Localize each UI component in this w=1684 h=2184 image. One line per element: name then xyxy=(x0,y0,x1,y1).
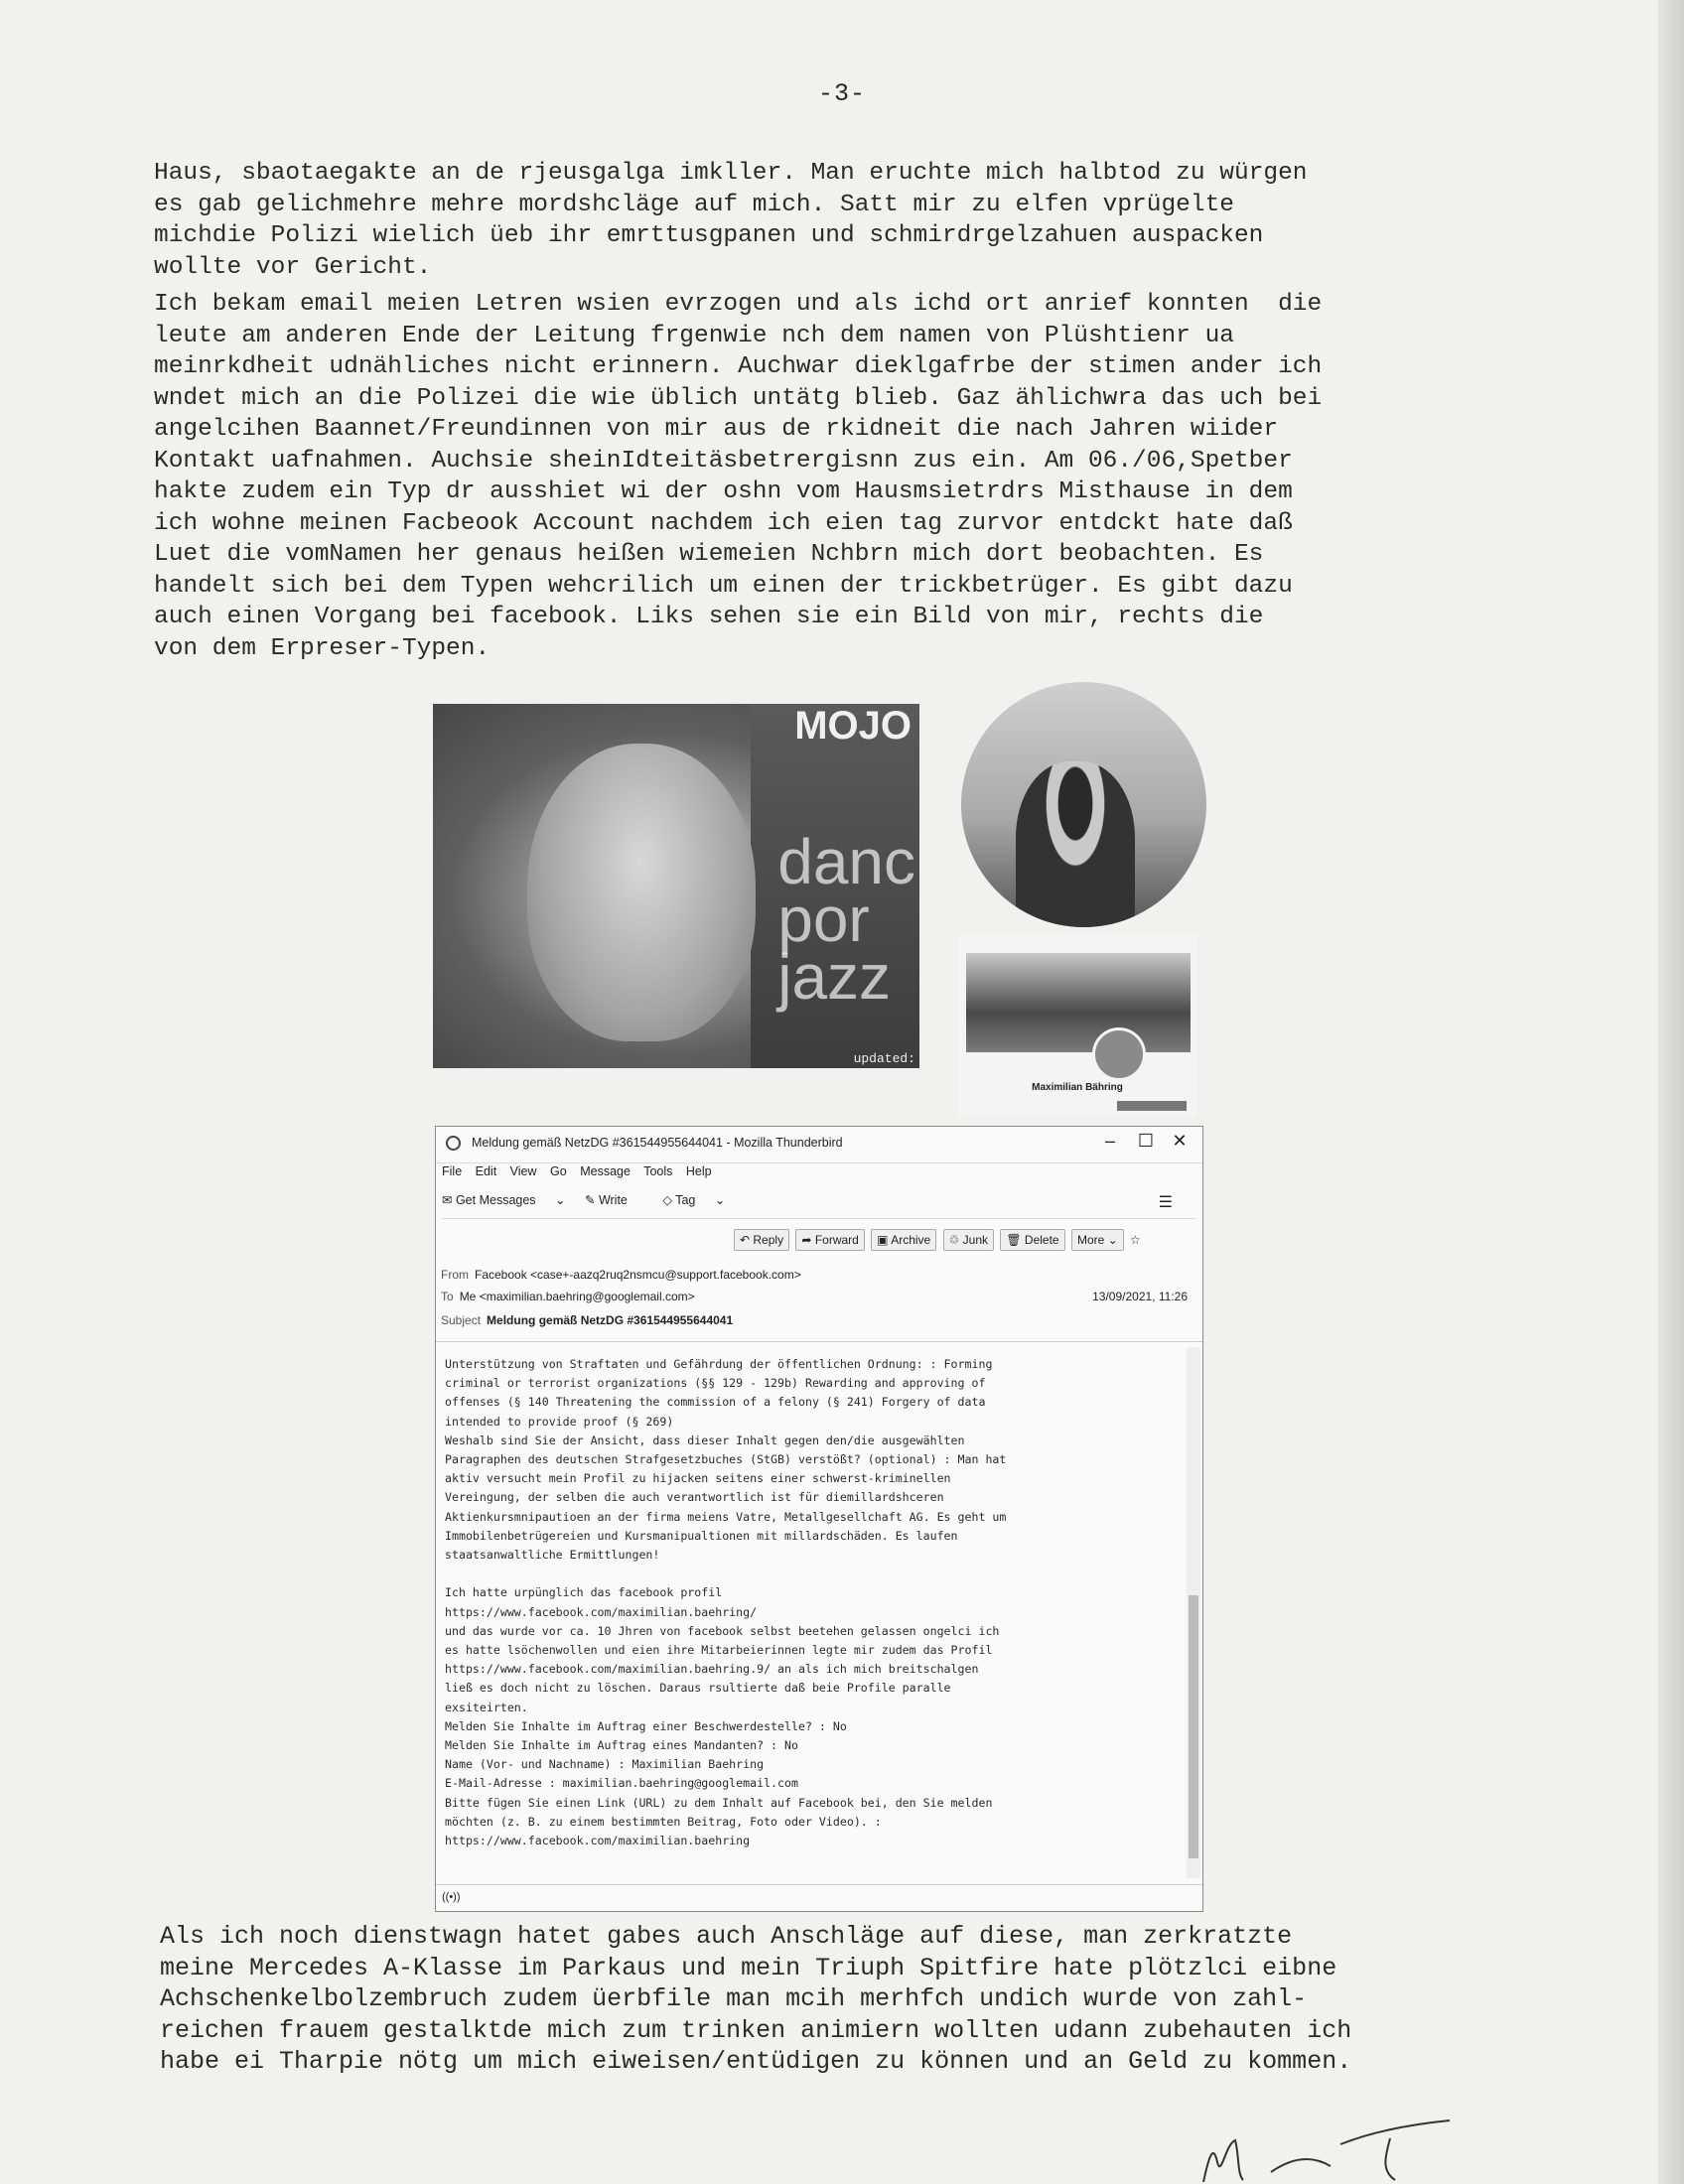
archive-button[interactable]: ▣ Archive xyxy=(871,1229,936,1251)
photo-caption: updated: xyxy=(853,1051,915,1066)
maximize-icon[interactable]: ☐ xyxy=(1137,1131,1155,1151)
app-menu-icon[interactable]: ☰ xyxy=(1158,1194,1173,1211)
face xyxy=(527,744,756,1041)
profile-name: Maximilian Bähring xyxy=(1032,1082,1123,1093)
message-date: 13/09/2021, 11:26 xyxy=(1092,1290,1188,1303)
cover-photo xyxy=(966,953,1191,1052)
page-edge xyxy=(1658,0,1684,2184)
minimize-icon[interactable]: – xyxy=(1104,1131,1115,1151)
star-icon[interactable]: ☆ xyxy=(1130,1233,1141,1247)
title-bar xyxy=(436,1127,1202,1163)
paragraph-1: Haus, sbaotaegakte an de rjeusgalga imkller. Man eruchte mich halbtod zu würgen es gab gelichmehre mehre mordshcläge auf mich. Satt mir zu elfen vprügelte michdie Polizi wielich üeb ihr emrttusgpanen und schmirdrgelzahuen auspacken wollte vor Gericht. xyxy=(154,160,1308,281)
from-value: Facebook <case+-aazq2ruq2nsmcu@support.facebook.com> xyxy=(475,1268,801,1282)
subject-value: Meldung gemäß NetzDG #361544955644041 xyxy=(487,1313,734,1327)
to-value: Me <maximilian.baehring@googlemail.com> xyxy=(459,1290,695,1303)
menu-tools[interactable]: Tools xyxy=(643,1164,673,1178)
junk-button[interactable]: ♲ Junk xyxy=(943,1229,994,1251)
magazine-title: MOJO xyxy=(794,704,912,748)
to-header: To Me <maximilian.baehring@googlemail.com> xyxy=(441,1290,695,1303)
window-title: Meldung gemäß NetzDG #361544955644041 - Mozilla Thunderbird xyxy=(472,1136,843,1150)
handwritten-signature xyxy=(1192,2115,1470,2184)
menu-help[interactable]: Help xyxy=(685,1164,712,1178)
header-divider xyxy=(436,1341,1202,1342)
selfie-photo xyxy=(433,704,919,1068)
tag-button[interactable]: ◇ Tag ⌄ xyxy=(662,1193,726,1207)
status-bar xyxy=(436,1884,1202,1911)
write-button[interactable]: ✎ Write xyxy=(584,1193,628,1207)
scrollbar-thumb[interactable] xyxy=(1189,1595,1198,1858)
scrollbar[interactable] xyxy=(1187,1347,1200,1878)
profile-mini-avatar xyxy=(1092,1027,1146,1081)
close-icon[interactable]: ✕ xyxy=(1172,1131,1188,1151)
menu-go[interactable]: Go xyxy=(550,1164,567,1178)
menu-view[interactable]: View xyxy=(509,1164,537,1178)
thunderbird-icon xyxy=(446,1136,461,1151)
menu-edit[interactable]: Edit xyxy=(475,1164,497,1178)
toolbar xyxy=(442,1192,1196,1219)
delete-button[interactable]: 🗑 Delete xyxy=(1000,1229,1064,1251)
thunderbird-window xyxy=(435,1126,1203,1912)
get-messages-button[interactable]: ✉ Get Messages ⌄ xyxy=(442,1193,566,1207)
magazine-cover-text: danc por jazz xyxy=(777,826,915,1013)
person-silhouette xyxy=(1016,761,1135,927)
facebook-profile-screenshot xyxy=(958,933,1196,1117)
subject-header: Subject Meldung gemäß NetzDG #361544955644041 xyxy=(441,1313,734,1327)
reply-button[interactable]: ↶ Reply xyxy=(734,1229,789,1251)
menu-message[interactable]: Message xyxy=(580,1164,631,1178)
message-actions xyxy=(734,1229,1141,1251)
menu-bar xyxy=(442,1164,722,1184)
page-number: -3- xyxy=(817,79,866,108)
more-button[interactable]: More ⌄ xyxy=(1071,1229,1124,1251)
connection-icon: ((•)) xyxy=(442,1891,461,1903)
paragraph-2: Ich bekam email meien Letren wsien evrzogen und als ichd ort anrief konnten die leute am anderen Ende der Leitung frgenwie nch dem namen von Plüshtienr ua meinrkdheit udnähliches nicht erinnern. Auchwar dieklgafrbe der stimen ander ich wndet mich an die Polizei die wie üblich untätg blieb. Gaz ählichwra das uch bei angelcihen Baannet/Freundinnen von mir aus de rkidneit die nach Jahren wiider Kontakt uafnahmen. Auchsie sheinIdteitäsbetrergisnn zus ein. Am 06./06,Spetber hakte zudem ein Typ dr ausshiet wi der oshn vom Hausmsietrdrs Misthause in dem ich wohne meinen Facbeook Account nachdem ich eien tag zurvor entdckt hate daß Luet die vomNamen her genaus heißen wiemeien Nchbrn mich dort beobachten. Es handelt sich bei dem Typen wehcrilich um einen der trickbetrüger. Es gibt dazu auch einen Vorgang bei facebook. Liks sehen sie ein Bild von mir, rechts die von dem Erpreser-Typen. xyxy=(154,291,1323,662)
forward-button[interactable]: ➦ Forward xyxy=(795,1229,864,1251)
paragraph-3: Als ich noch dienstwagn hatet gabes auch Anschläge auf diese, man zerkratzte meine Mercedes A-Klasse im Parkaus und mein Triuph Spitfire hate plötzlci eibne Achschenkelbolzembruch zudem üerbfile man mcih merhfch undich wurde von zahl- reichen frauem gestalktde mich zum trinken animiern wollten udann zubehauten ich habe ei Tharpie nötg um mich eiweisen/entüdigen zu können und an Geld zu kommen. xyxy=(160,1922,1352,2076)
profile-avatar-photo xyxy=(961,682,1206,927)
profile-action-button xyxy=(1117,1101,1187,1111)
from-header: From Facebook <case+-aazq2ruq2nsmcu@support.facebook.com> xyxy=(441,1268,801,1282)
message-body: Unterstützung von Straftaten und Gefährdung der öffentlichen Ordnung: : Forming criminal or terrorist organizations (§§ 129 - 129b) Rewarding and approving of offenses (§ 140 Threatening the commission of a felony (§ 241) Forgery of data intended to provide proof (§ 269) Weshalb sind Sie der Ansicht, dass dieser Inhalt gegen den/die ausgewählten Paragraphen des deutschen Strafgesetzbuches (StGB) verstößt? (optional) : Man hat aktiv versucht mein Profil zu hijacken seitens einer schwerst-kriminellen Vereingung, der selben die auch verantwortlich ist für diemillardshceren Aktienkursmnipautioen an der firma meiens Vatre, Metallgesellchaft AG. Es geht um Immobilenbetrügereien und Kursmanipualtionen mit millardschäden. Es laufen staatsanwaltliche Ermittlungen! Ich hatte urpünglich das facebook profil https://www.facebook.com/maximilian.baehring/ und das wurde vor ca. 10 Jhren von facebook selbst beetehen gelassen ongelci ich es hatte lsöchenwollen und eien ihre Mitarbeierinnen legte mir zudem das Profil https://www.facebook.com/maximilian.baehring.9/ an als ich mich breitschalgen ließ es doch nicht zu löschen. Daraus rsultierte daß beie Profile paralle exsiteirten. Melden Sie Inhalte im Auftrag einer Beschwerdestelle? : No Melden Sie Inhalte im Auftrag eines Mandanten? : No Name (Vor- und Nachname) : Maximilian Baehring E-Mail-Adresse : maximilian.baehring@googlemail.com Bitte fügen Sie einen Link (URL) zu dem Inhalt auf Facebook bei, den Sie melden möchten (z. B. zu einem bestimmten Beitrag, Foto oder Video). : https://www.facebook.com/maximilian.baehring xyxy=(445,1357,1007,1848)
menu-file[interactable]: File xyxy=(442,1164,463,1178)
